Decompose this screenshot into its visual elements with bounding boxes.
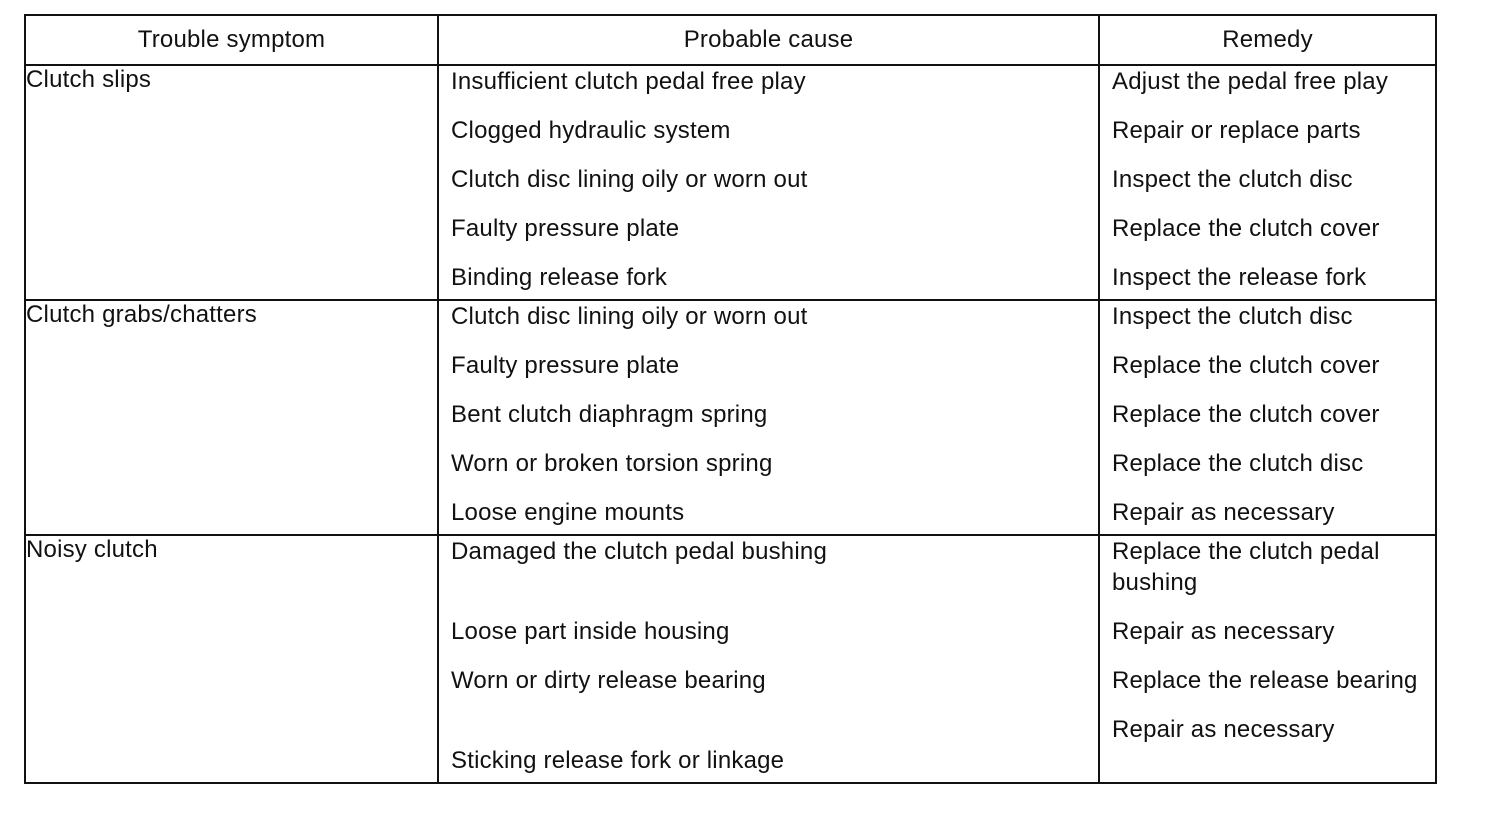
cause-item: Worn or dirty release bearing (451, 667, 766, 694)
remedy-cell (1099, 535, 1436, 783)
remedy-item: Adjust the pedal free play (1112, 68, 1389, 95)
header-trouble-symptom: Trouble symptom (25, 15, 438, 65)
table-row (25, 535, 1436, 783)
remedy-item: Repair as necessary (1112, 716, 1335, 743)
header-probable-cause: Probable cause (438, 15, 1099, 65)
cause-item: Loose engine mounts (451, 499, 685, 526)
remedy-item: Replace the clutch pedal bushing (1112, 538, 1380, 596)
remedy-item: Replace the clutch cover (1112, 352, 1380, 379)
cause-item: Insufficient clutch pedal free play (451, 68, 806, 95)
cause-item: Faulty pressure plate (451, 215, 680, 242)
symptom-cell (25, 535, 438, 783)
remedy-item: Replace the clutch cover (1112, 215, 1380, 242)
cause-item: Clogged hydraulic system (451, 117, 731, 144)
remedy-item: Replace the clutch cover (1112, 401, 1380, 428)
symptom-cell (25, 300, 438, 535)
remedy-item: Inspect the clutch disc (1112, 303, 1353, 330)
remedy-cell (1099, 65, 1436, 300)
troubleshooting-table (24, 14, 1437, 784)
remedy-item: Repair as necessary (1112, 618, 1335, 645)
symptom-cell (25, 65, 438, 300)
cause-cell (438, 65, 1099, 300)
symptom-group-clutch-slips (25, 65, 1436, 300)
remedy-item: Repair as necessary (1112, 499, 1335, 526)
remedy-cell (1099, 300, 1436, 535)
cause-item: Clutch disc lining oily or worn out (451, 166, 808, 193)
cause-item: Damaged the clutch pedal bushing (451, 538, 827, 565)
cause-item: Bent clutch diaphragm spring (451, 401, 768, 428)
cause-item: Worn or broken torsion spring (451, 450, 773, 477)
cause-item: Loose part inside housing (451, 618, 730, 645)
cause-cell (438, 535, 1099, 783)
table-header (25, 15, 1436, 65)
cause-item: Faulty pressure plate (451, 352, 680, 379)
remedy-item: Inspect the release fork (1112, 264, 1367, 291)
table-row (25, 300, 1436, 535)
symptom-label: Noisy clutch (26, 536, 158, 563)
remedy-item: Replace the release bearing (1112, 667, 1418, 694)
header-remedy: Remedy (1099, 15, 1436, 65)
cause-item: Sticking release fork or linkage (451, 747, 785, 774)
cause-cell (438, 300, 1099, 535)
cause-item: Clutch disc lining oily or worn out (451, 303, 808, 330)
remedy-item: Inspect the clutch disc (1112, 166, 1353, 193)
table-row (25, 65, 1436, 300)
remedy-item: Replace the clutch disc (1112, 450, 1364, 477)
remedy-item: Repair or replace parts (1112, 117, 1361, 144)
symptom-group-clutch-grabs-chatters (25, 300, 1436, 535)
symptom-label: Clutch slips (26, 66, 152, 93)
header-row (25, 15, 1436, 65)
symptom-label: Clutch grabs/chatters (26, 301, 257, 328)
cause-item: Binding release fork (451, 264, 668, 291)
symptom-group-noisy-clutch (25, 535, 1436, 783)
